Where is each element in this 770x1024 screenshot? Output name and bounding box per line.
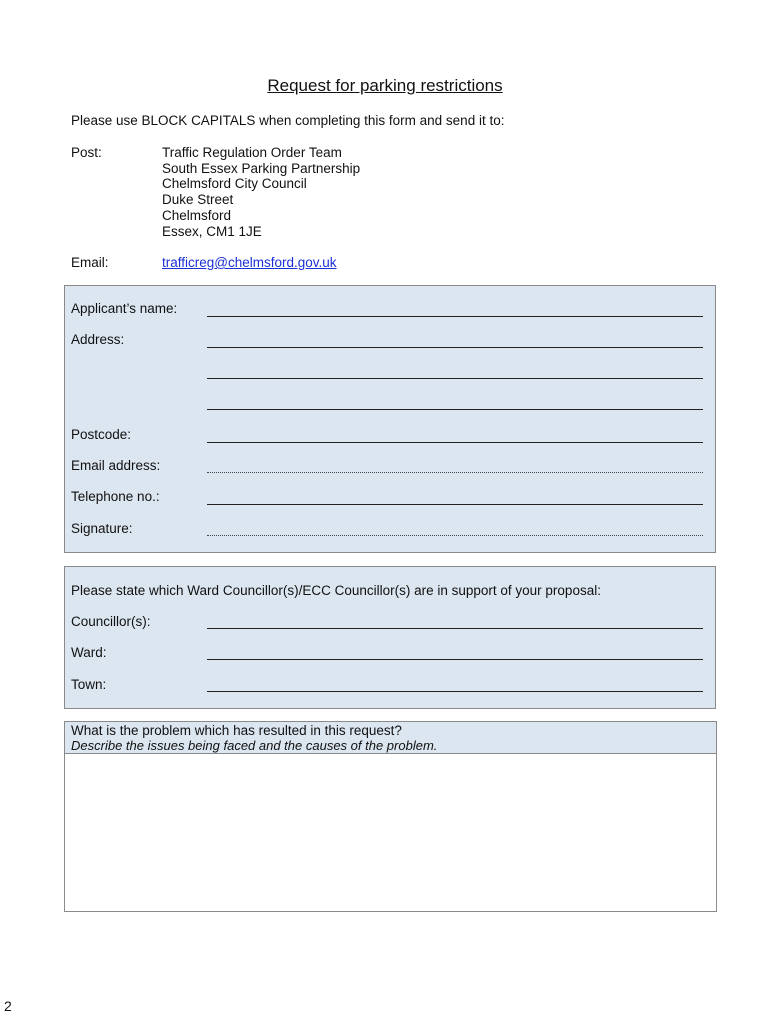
problem-description-section bbox=[64, 721, 717, 912]
problem-description-hint: Describe the issues being faced and the causes of the problem. bbox=[71, 738, 438, 753]
councillor-prompt: Please state which Ward Councillor(s)/ECC Councillor(s) are in support of your proposal: bbox=[71, 583, 601, 598]
email-label: Email: bbox=[71, 255, 109, 270]
councillor-support-section bbox=[64, 566, 716, 709]
councillors-label: Councillor(s): bbox=[71, 614, 151, 629]
applicant-details-section bbox=[64, 285, 716, 553]
signature-label: Signature: bbox=[71, 521, 133, 536]
postcode-field[interactable] bbox=[207, 442, 703, 443]
postal-address-line: Duke Street bbox=[162, 192, 234, 208]
ward-field[interactable] bbox=[207, 659, 703, 660]
postal-address-line: South Essex Parking Partnership bbox=[162, 160, 361, 176]
applicant-name-field[interactable] bbox=[207, 316, 703, 317]
postal-address-line: Chelmsford City Council bbox=[162, 176, 307, 192]
applicant-name-label: Applicant’s name: bbox=[71, 301, 178, 316]
councillors-field[interactable] bbox=[207, 628, 703, 629]
signature-field[interactable] bbox=[207, 535, 703, 536]
town-label: Town: bbox=[71, 677, 107, 692]
problem-question: What is the problem which has resulted in this request? bbox=[71, 723, 402, 738]
page-number: 2 bbox=[4, 998, 12, 1014]
problem-answer-area[interactable] bbox=[65, 754, 716, 911]
intro-text: Please use BLOCK CAPITALS when completing this form and send it to: bbox=[71, 113, 505, 128]
address-field-line-1[interactable] bbox=[207, 347, 703, 348]
postal-address-line: Essex, CM1 1JE bbox=[162, 223, 262, 239]
email-address-field[interactable] bbox=[207, 472, 703, 473]
postal-address bbox=[162, 145, 360, 239]
town-field[interactable] bbox=[207, 691, 703, 692]
address-label: Address: bbox=[71, 332, 125, 347]
page-title: Request for parking restrictions bbox=[267, 76, 503, 95]
address-field-line-2[interactable] bbox=[207, 378, 703, 379]
postal-address-line: Traffic Regulation Order Team bbox=[162, 145, 342, 160]
post-label: Post: bbox=[71, 145, 102, 160]
problem-header bbox=[65, 722, 716, 754]
email-address-label: Email address: bbox=[71, 458, 161, 473]
email-link[interactable]: trafficreg@chelmsford.gov.uk bbox=[162, 255, 337, 270]
ward-label: Ward: bbox=[71, 645, 107, 660]
telephone-label: Telephone no.: bbox=[71, 489, 160, 504]
telephone-field[interactable] bbox=[207, 504, 703, 505]
postal-address-line: Chelmsford bbox=[162, 207, 232, 223]
address-field-line-3[interactable] bbox=[207, 409, 703, 410]
postcode-label: Postcode: bbox=[71, 427, 132, 442]
